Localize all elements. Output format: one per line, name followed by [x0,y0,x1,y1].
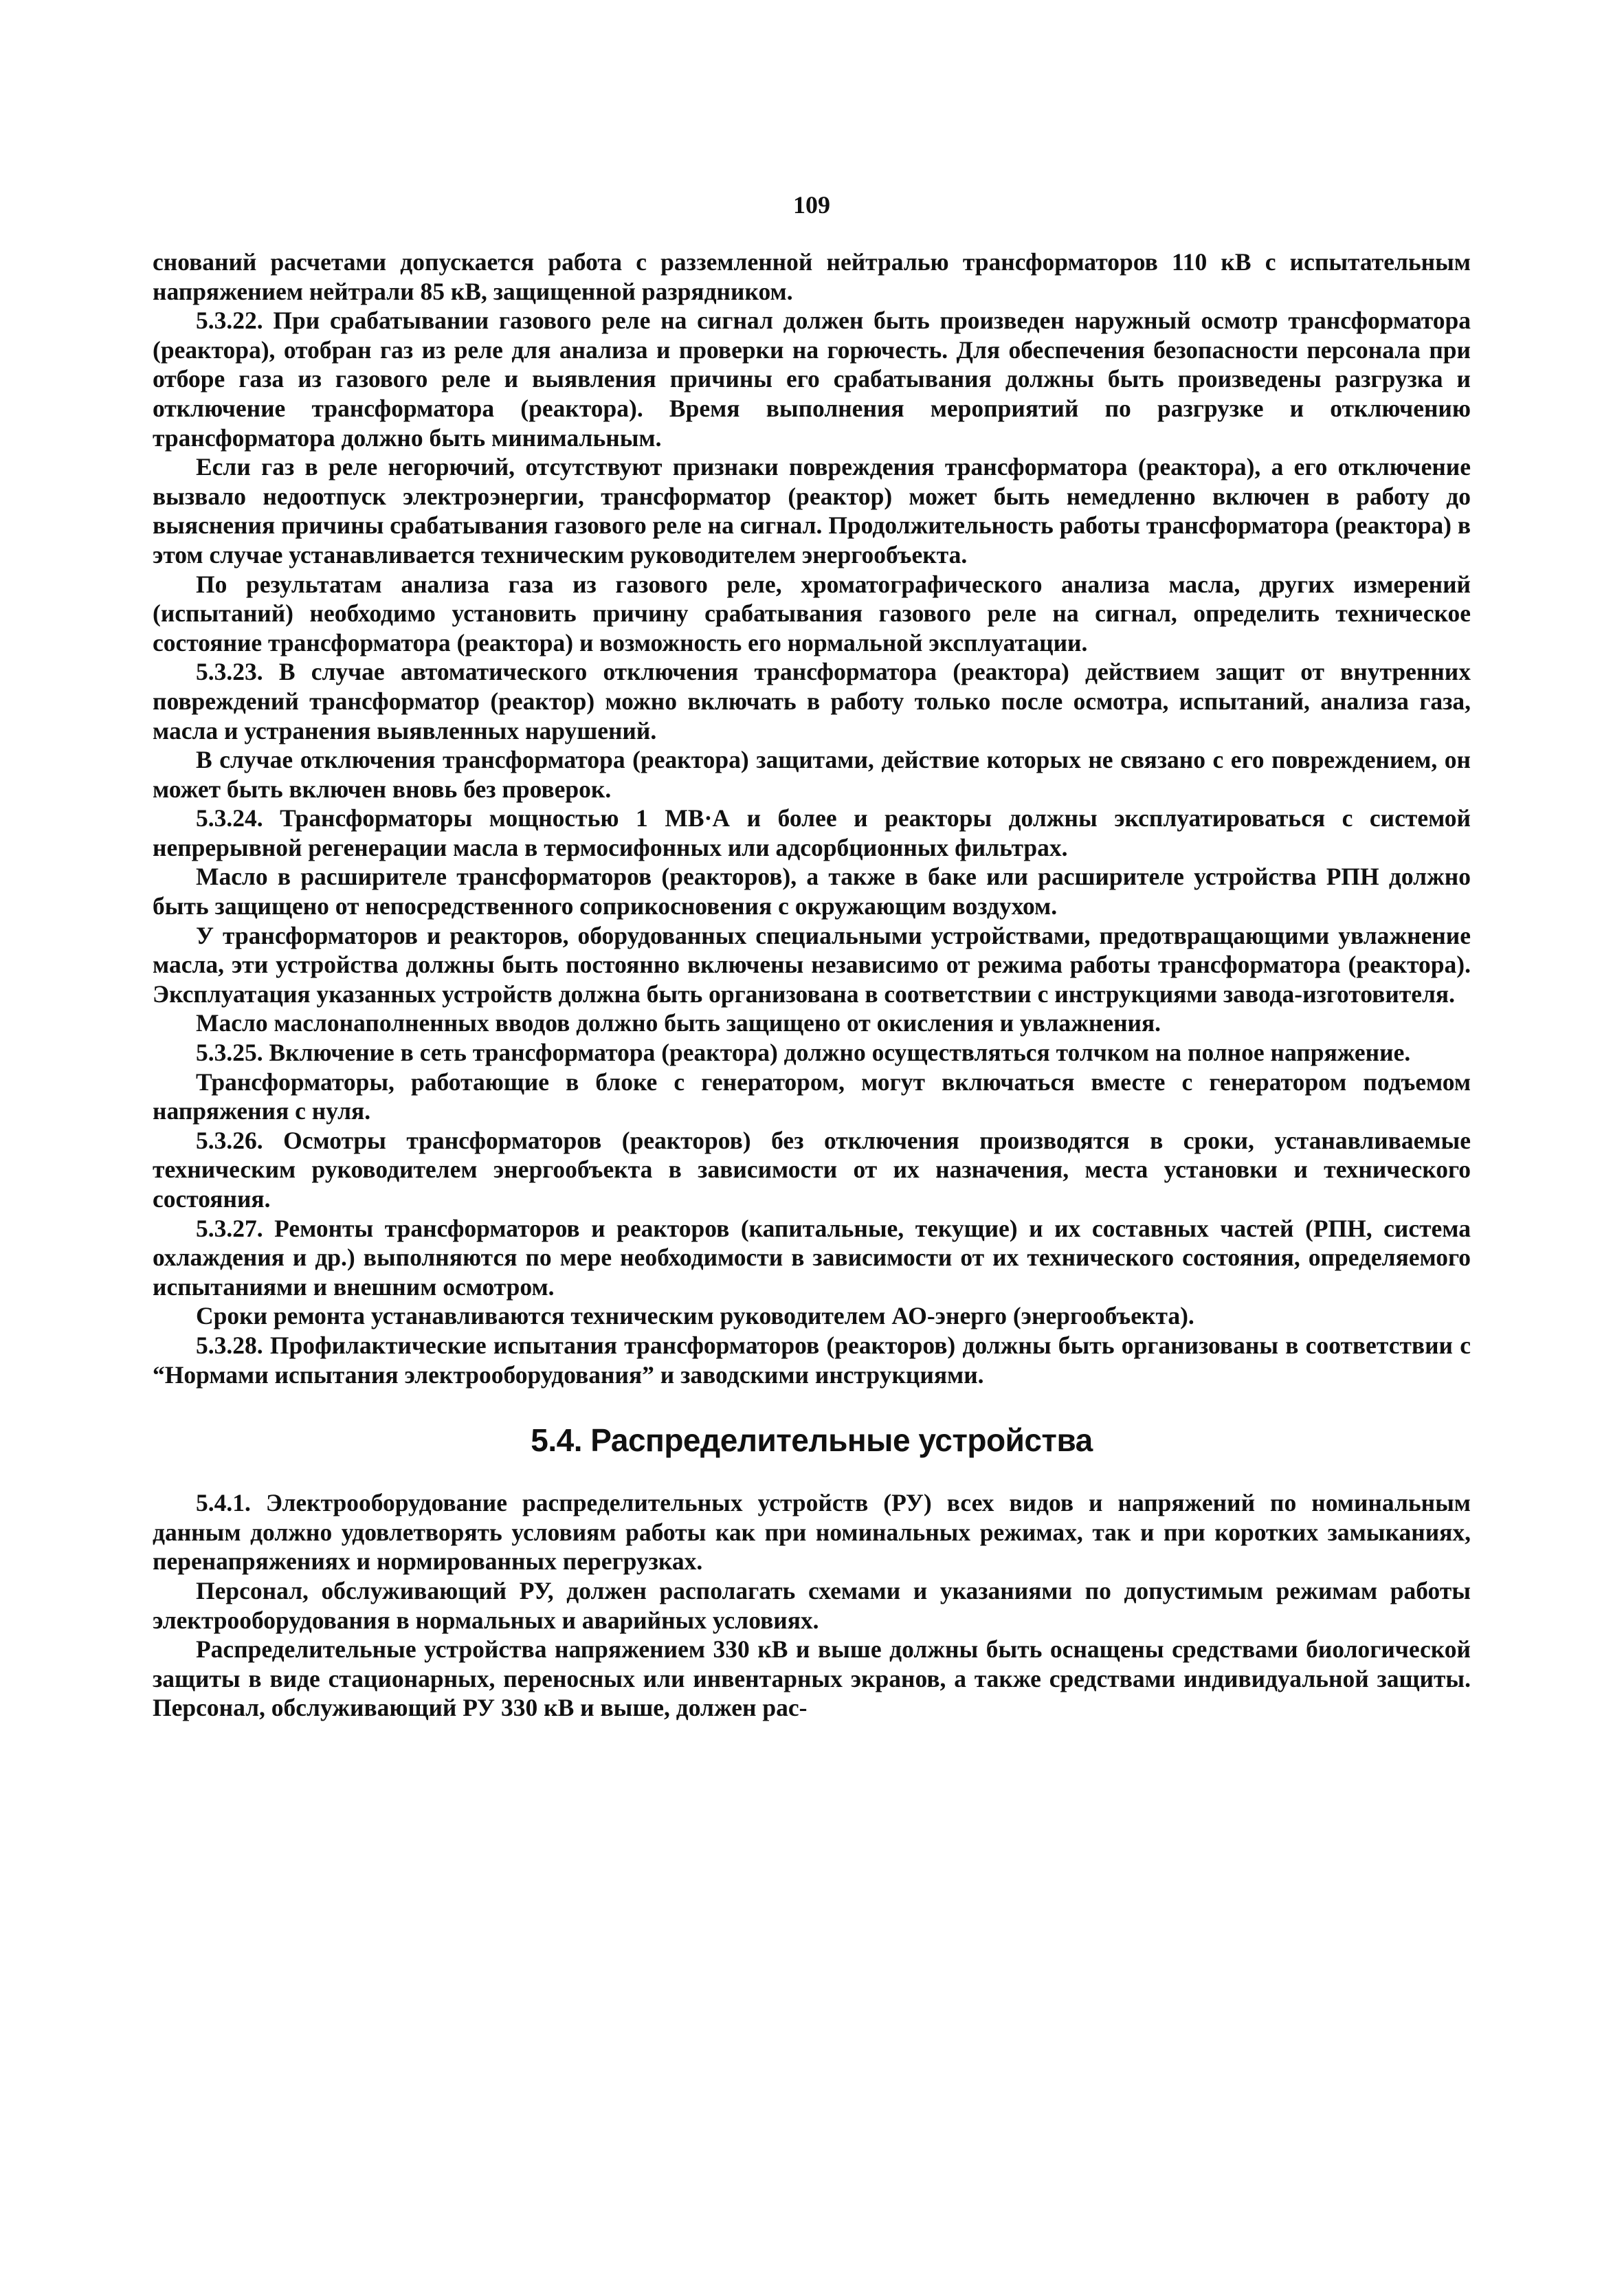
paragraph-gas-analysis: По результатам анализа газа из газового реле, хроматографического анализа масла, других измерений (испытаний) необходимо установить причину срабатывания газового реле на сигнал, определить техническое состояние трансформатора (реактора) и возможность его нормальной эксплуатации. [153,570,1471,656]
section-heading-5-4: 5.4. Распределительные устройства [531,1422,1093,1459]
paragraph-5-3-26: 5.3.26. Осмотры трансформаторов (реакторов) без отключения производятся в сроки, устанавливаемые техническим руководителем энергообъекта в зависимости от их назначения, места установки и технического состояния. [153,1126,1471,1213]
paragraph-moisture-devices: У трансформаторов и реакторов, оборудованных специальными устройствами, предотвращающими увлажнение масла, эти устройства должны быть постоянно включены независимо от режима работы трансформатора (реактора). Эксплуатация указанных устройств должна быть организована в соответствии с инструкциями завода-изготовителя. [153,921,1471,1008]
paragraph-5-3-28: 5.3.28. Профилактические испытания трансформаторов (реакторов) должны быть организованы в соответствии с “Нормами испытания электрооборудования” и заводскими инструкциями. [153,1331,1471,1389]
paragraph-protection-trip: В случае отключения трансформатора (реактора) защитами, действие которых не связано с его повреждением, он может быть включен вновь без проверок. [153,746,1471,803]
section-5-4 [153,1488,1471,1723]
document-page [153,179,1471,1723]
paragraph-5-3-24: 5.3.24. Трансформаторы мощностью 1 МВ·А и более и реакторы должны эксплуатироваться с системой непрерывной регенерации масла в термосифонных или адсорбционных фильтрах. [153,804,1471,861]
paragraph-ru-330kv: Распределительные устройства напряжением 330 кВ и выше должны быть оснащены средствами биологической защиты в виде стационарных, переносных или инвентарных экранов, а также средствами индивидуальной защиты. Персонал, обслуживающий РУ 330 кВ и выше, должен рас- [153,1635,1471,1722]
paragraph-5-3-27: 5.3.27. Ремонты трансформаторов и реакторов (капитальные, текущие) и их составных частей (РПН, система охлаждения и др.) выполняются по мере необходимости в зависимости от их технического состояния, определяемого испытаниями и внешним осмотром. [153,1214,1471,1301]
paragraph-5-3-23: 5.3.23. В случае автоматического отключения трансформатора (реактора) действием защит от внутренних повреждений трансформатор (реактор) можно включать в работу только после осмотра, испытаний, анализа газа, масла и устранения выявленных нарушений. [153,658,1471,744]
paragraph-generator-block: Трансформаторы, работающие в блоке с генератором, могут включаться вместе с генератором подъемом напряжения с нуля. [153,1068,1471,1125]
paragraph-ru-personnel: Персонал, обслуживающий РУ, должен располагать схемами и указаниями по допустимым режимам работы электрооборудования в нормальных и аварийных условиях. [153,1576,1471,1634]
paragraph-5-3-22: 5.3.22. При срабатывании газового реле на сигнал должен быть произведен наружный осмотр трансформатора (реактора), отобран газ из реле для анализа и проверки на горючесть. Для обеспечения безопасности персонала при отборе газа из газового реле и выявления причины его срабатывания должны быть произведены разгрузка и отключение трансформатора (реактора). Время выполнения мероприятий по разгрузке и отключению трансформатора должно быть минимальным. [153,307,1471,452]
paragraph-repair-terms: Сроки ремонта устанавливаются техническим руководителем АО-энерго (энергообъекта). [196,1302,1194,1330]
paragraph-continuation: снований расчетами допускается работа с разземленной нейтралью трансформаторов 110 кВ с испытательным напряжением нейтрали 85 кВ, защищенной разрядником. [153,248,1471,305]
paragraph-gas-nonflammable: Если газ в реле негорючий, отсутствуют признаки повреждения трансформатора (реактора), а его отключение вызвало недоотпуск электроэнергии, трансформатор (реактор) может быть немедленно включен в работу до выяснения причины срабатывания газового реле на сигнал. Продолжительность работы трансформатора (реактора) в этом случае устанавливается техническим руководителем энергообъекта. [153,453,1471,568]
section-5-3-continued [153,247,1471,1389]
paragraph-5-4-1: 5.4.1. Электрооборудование распределительных устройств (РУ) всех видов и напряжений по номинальным данным должно удовлетворять условиям работы как при номинальных режимах, так и при коротких замыканиях, перенапряжениях и нормированных перегрузках. [153,1489,1471,1576]
paragraph-bushing-oil: Масло маслонаполненных вводов должно быть защищено от окисления и увлажнения. [196,1009,1161,1037]
page-number: 109 [793,191,830,219]
paragraph-oil-expander: Масло в расширителе трансформаторов (реакторов), а также в баке или расширителе устройства РПН должно быть защищено от непосредственного соприкосновения с окружающим воздухом. [153,863,1471,920]
paragraph-5-3-25: 5.3.25. Включение в сеть трансформатора (реактора) должно осуществляться толчком на полное напряжение. [196,1039,1411,1067]
